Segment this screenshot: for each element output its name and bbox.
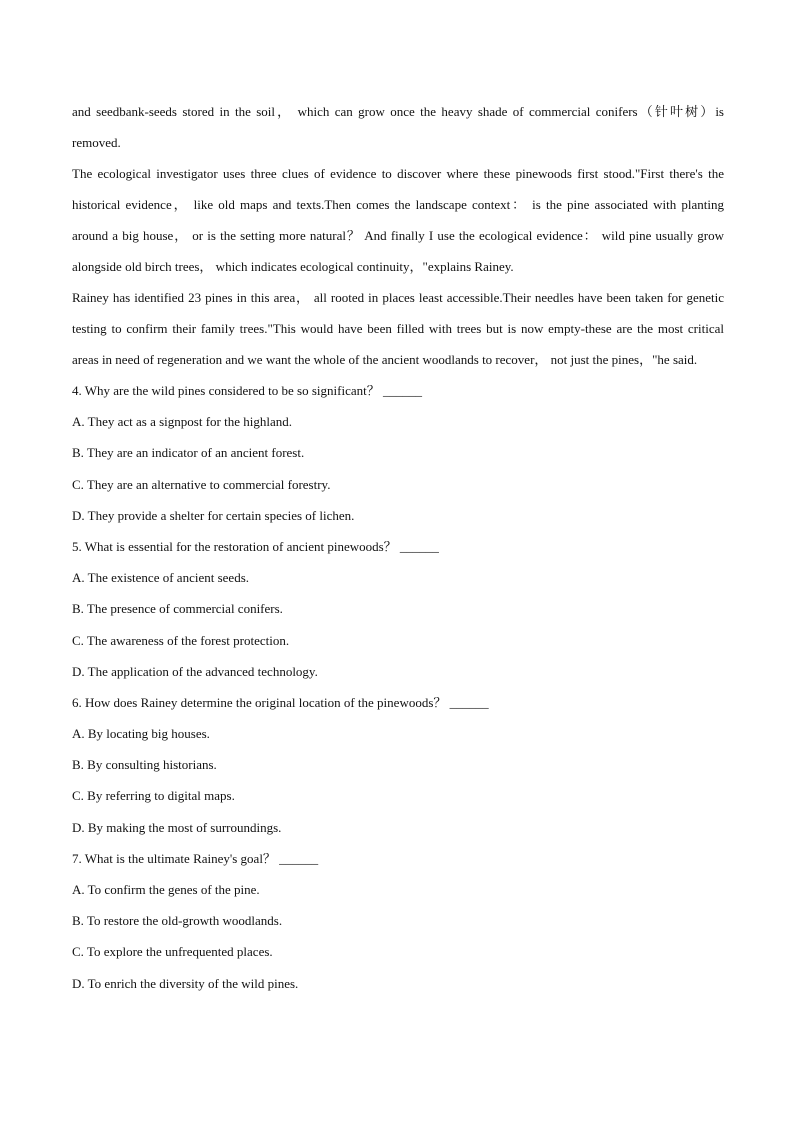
answer-option-d: D. By making the most of surroundings. — [72, 819, 282, 835]
document-page — [72, 96, 724, 999]
answer-option-b: B. The presence of commercial conifers. — [72, 601, 283, 617]
answer-option-a: A. To confirm the genes of the pine. — [72, 882, 260, 897]
answer-option-c: C. By referring to digital maps. — [72, 788, 235, 804]
answer-option-b: B. They are an indicator of an ancient forest. — [72, 445, 305, 461]
answer-option-a: A. By locating big houses. — [72, 726, 210, 742]
answer-option-c: C. The awareness of the forest protection. — [72, 632, 290, 648]
question-6 — [72, 687, 724, 843]
question-5 — [72, 531, 724, 687]
question-stem: 5. What is essential for the restoration of ancient pinewoods？ ______ — [72, 538, 439, 554]
passage-paragraph-1: and seedbank-seeds stored in the soil， which can grow once the heavy shade of commercial conifers（针叶树）is removed. — [72, 104, 724, 150]
answer-option-d: D. To enrich the diversity of the wild pines. — [72, 975, 299, 991]
question-4 — [72, 375, 724, 531]
answer-option-a: A. They act as a signpost for the highland. — [72, 414, 292, 430]
answer-option-c: C. They are an alternative to commercial forestry. — [72, 476, 331, 492]
answer-option-d: D. They provide a shelter for certain species of lichen. — [72, 507, 355, 523]
answer-option-b: B. To restore the old-growth woodlands. — [72, 913, 283, 929]
answer-option-b: B. By consulting historians. — [72, 757, 217, 773]
answer-option-a: A. The existence of ancient seeds. — [72, 570, 249, 586]
passage-paragraph-2: The ecological investigator uses three clues of evidence to discover where these pinewoods first stood."First there's the historical evidence， like old maps and texts.Then comes the landscape context： is the pine associated with planting around a big house， or is the setting more natural？ And finally I use the ecological evidence： wild pine usually grow alongside old birch trees， which indicates ecological continuity，"explains Rainey. — [72, 166, 724, 274]
question-stem: 4. Why are the wild pines considered to be so significant？ ______ — [72, 383, 422, 398]
question-stem: 6. How does Rainey determine the original location of the pinewoods？ ______ — [72, 694, 489, 710]
answer-option-d: D. The application of the advanced technology. — [72, 663, 318, 679]
passage-paragraph-3: Rainey has identified 23 pines in this area， all rooted in places least accessible.Their needles have been taken for genetic testing to confirm their family trees."This would have been filled with trees but is now empty-these are the most critical areas in need of regeneration and we want the whole of the ancient woodlands to recover， not just the pines，"he said. — [72, 290, 724, 367]
answer-option-c: C. To explore the unfrequented places. — [72, 944, 273, 960]
question-stem: 7. What is the ultimate Rainey's goal？ ______ — [72, 850, 319, 866]
question-7 — [72, 843, 724, 999]
